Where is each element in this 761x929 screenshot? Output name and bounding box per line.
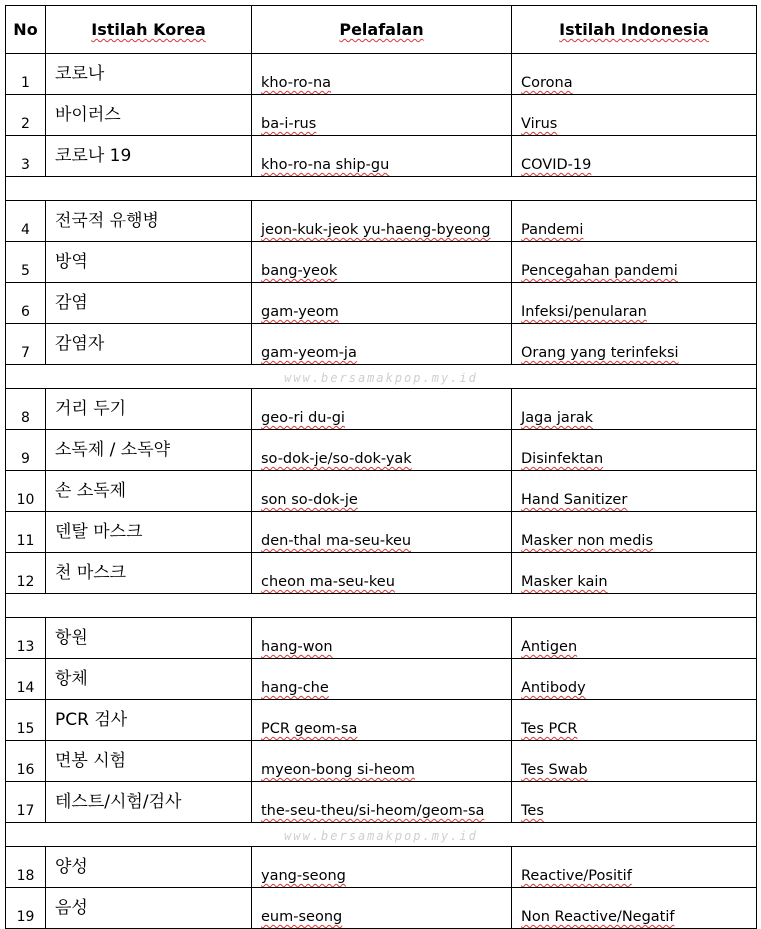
table-row bbox=[6, 136, 757, 177]
table-row bbox=[6, 741, 757, 782]
cell-pronunciation: son so-dok-je bbox=[252, 471, 512, 512]
cell-no: 10 bbox=[6, 471, 46, 512]
table-row bbox=[6, 618, 757, 659]
table-row bbox=[6, 430, 757, 471]
cell-pronunciation: gam-yeom bbox=[252, 283, 512, 324]
cell-indonesian: Orang yang terinfeksi bbox=[512, 324, 757, 365]
cell-korean: 방역 bbox=[46, 242, 252, 283]
cell-korean: 손 소독제 bbox=[46, 471, 252, 512]
cell-no: 7 bbox=[6, 324, 46, 365]
cell-no: 18 bbox=[6, 847, 46, 888]
table-row bbox=[6, 201, 757, 242]
separator-cell bbox=[6, 365, 757, 389]
cell-indonesian: Antibody bbox=[512, 659, 757, 700]
cell-korean: 바이러스 bbox=[46, 95, 252, 136]
cell-indonesian: Tes bbox=[512, 782, 757, 823]
cell-korean: 덴탈 마스크 bbox=[46, 512, 252, 553]
separator-row bbox=[6, 594, 757, 618]
cell-no: 8 bbox=[6, 389, 46, 430]
table-row bbox=[6, 283, 757, 324]
cell-korean: 코로나 bbox=[46, 54, 252, 95]
cell-indonesian: Virus bbox=[512, 95, 757, 136]
cell-indonesian: Tes PCR bbox=[512, 700, 757, 741]
cell-no: 17 bbox=[6, 782, 46, 823]
cell-korean: 테스트/시험/검사 bbox=[46, 782, 252, 823]
header-row bbox=[6, 6, 757, 54]
cell-no: 3 bbox=[6, 136, 46, 177]
cell-indonesian: Reactive/Positif bbox=[512, 847, 757, 888]
table-row bbox=[6, 242, 757, 283]
cell-korean: 항체 bbox=[46, 659, 252, 700]
cell-no: 19 bbox=[6, 888, 46, 929]
cell-indonesian: Jaga jarak bbox=[512, 389, 757, 430]
separator-row bbox=[6, 177, 757, 201]
cell-pronunciation: eum-seong bbox=[252, 888, 512, 929]
cell-korean: 코로나 19 bbox=[46, 136, 252, 177]
cell-indonesian: Pandemi bbox=[512, 201, 757, 242]
cell-korean: 감염 bbox=[46, 283, 252, 324]
cell-pronunciation: geo-ri du-gi bbox=[252, 389, 512, 430]
cell-pronunciation: myeon-bong si-heom bbox=[252, 741, 512, 782]
table-row bbox=[6, 54, 757, 95]
cell-no: 13 bbox=[6, 618, 46, 659]
cell-no: 14 bbox=[6, 659, 46, 700]
cell-no: 2 bbox=[6, 95, 46, 136]
cell-pronunciation: den-thal ma-seu-keu bbox=[252, 512, 512, 553]
cell-indonesian: Infeksi/penularan bbox=[512, 283, 757, 324]
cell-no: 9 bbox=[6, 430, 46, 471]
cell-no: 11 bbox=[6, 512, 46, 553]
cell-korean: 항원 bbox=[46, 618, 252, 659]
header-korea: Istilah Korea bbox=[46, 6, 252, 54]
cell-korean: 전국적 유행병 bbox=[46, 201, 252, 242]
cell-pronunciation: hang-won bbox=[252, 618, 512, 659]
table-row bbox=[6, 782, 757, 823]
table-row bbox=[6, 847, 757, 888]
header-no: No bbox=[6, 6, 46, 54]
table-row bbox=[6, 471, 757, 512]
cell-pronunciation: jeon-kuk-jeok yu-haeng-byeong bbox=[252, 201, 512, 242]
table-row bbox=[6, 659, 757, 700]
cell-indonesian: Hand Sanitizer bbox=[512, 471, 757, 512]
cell-no: 4 bbox=[6, 201, 46, 242]
watermark: www.bersamakpop.my.id bbox=[284, 371, 478, 385]
cell-pronunciation: ba-i-rus bbox=[252, 95, 512, 136]
cell-pronunciation: yang-seong bbox=[252, 847, 512, 888]
cell-no: 6 bbox=[6, 283, 46, 324]
cell-pronunciation: hang-che bbox=[252, 659, 512, 700]
cell-no: 12 bbox=[6, 553, 46, 594]
table-row bbox=[6, 553, 757, 594]
cell-no: 1 bbox=[6, 54, 46, 95]
cell-pronunciation: PCR geom-sa bbox=[252, 700, 512, 741]
cell-pronunciation: kho-ro-na bbox=[252, 54, 512, 95]
cell-pronunciation: so-dok-je/so-dok-yak bbox=[252, 430, 512, 471]
cell-indonesian: Tes Swab bbox=[512, 741, 757, 782]
cell-korean: 소독제 / 소독약 bbox=[46, 430, 252, 471]
header-pelafalan: Pelafalan bbox=[252, 6, 512, 54]
table-row bbox=[6, 389, 757, 430]
cell-korean: 거리 두기 bbox=[46, 389, 252, 430]
cell-indonesian: Non Reactive/Negatif bbox=[512, 888, 757, 929]
cell-pronunciation: kho-ro-na ship-gu bbox=[252, 136, 512, 177]
table-row bbox=[6, 512, 757, 553]
cell-indonesian: Disinfektan bbox=[512, 430, 757, 471]
table-row bbox=[6, 324, 757, 365]
cell-korean: 양성 bbox=[46, 847, 252, 888]
cell-indonesian: Masker kain bbox=[512, 553, 757, 594]
cell-no: 15 bbox=[6, 700, 46, 741]
cell-korean: PCR 검사 bbox=[46, 700, 252, 741]
cell-pronunciation: the-seu-theu/si-heom/geom-sa bbox=[252, 782, 512, 823]
cell-indonesian: Antigen bbox=[512, 618, 757, 659]
cell-korean: 감염자 bbox=[46, 324, 252, 365]
table-row bbox=[6, 700, 757, 741]
cell-pronunciation: cheon ma-seu-keu bbox=[252, 553, 512, 594]
separator-cell bbox=[6, 823, 757, 847]
cell-no: 16 bbox=[6, 741, 46, 782]
cell-korean: 면봉 시험 bbox=[46, 741, 252, 782]
separator-cell bbox=[6, 177, 757, 201]
cell-indonesian: Corona bbox=[512, 54, 757, 95]
cell-korean: 천 마스크 bbox=[46, 553, 252, 594]
table-row bbox=[6, 888, 757, 929]
separator-row bbox=[6, 823, 757, 847]
cell-no: 5 bbox=[6, 242, 46, 283]
cell-indonesian: COVID-19 bbox=[512, 136, 757, 177]
table-row bbox=[6, 95, 757, 136]
cell-korean: 음성 bbox=[46, 888, 252, 929]
separator-row bbox=[6, 365, 757, 389]
cell-pronunciation: bang-yeok bbox=[252, 242, 512, 283]
separator-cell bbox=[6, 594, 757, 618]
cell-indonesian: Masker non medis bbox=[512, 512, 757, 553]
vocabulary-table bbox=[5, 5, 757, 929]
cell-pronunciation: gam-yeom-ja bbox=[252, 324, 512, 365]
header-indonesia: Istilah Indonesia bbox=[512, 6, 757, 54]
watermark: www.bersamakpop.my.id bbox=[284, 829, 478, 843]
cell-indonesian: Pencegahan pandemi bbox=[512, 242, 757, 283]
